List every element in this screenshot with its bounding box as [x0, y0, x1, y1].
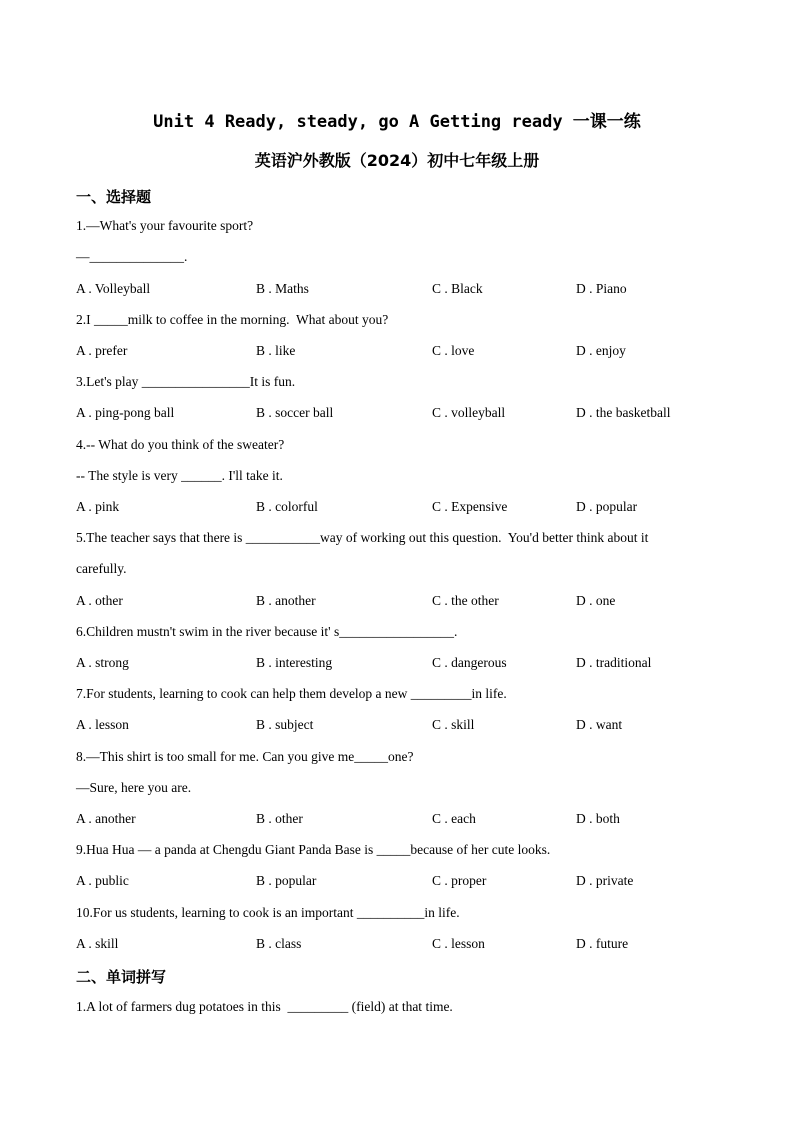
question-stem: 9.Hua Hua — a panda at Chengdu Giant Panda Base is _____because of her cute looks. — [76, 842, 551, 857]
option-a: A . skill — [76, 936, 119, 951]
question-stem: 5.The teacher says that there is ___________way of working out this question. You'd better think about it — [76, 530, 649, 545]
option-c: C . volleyball — [432, 405, 506, 420]
option-d: D . traditional — [576, 655, 652, 670]
question-stem: 4.-- What do you think of the sweater? — [76, 437, 285, 452]
option-c: C . each — [432, 811, 476, 826]
option-b: B . colorful — [256, 499, 318, 514]
option-a: A . strong — [76, 655, 129, 670]
option-b: B . like — [256, 343, 296, 358]
option-a: A . pink — [76, 499, 120, 514]
option-c: C . Expensive — [432, 499, 508, 514]
option-d: D . both — [576, 811, 620, 826]
question-stem: 2.I _____milk to coffee in the morning. What about you? — [76, 312, 389, 327]
question-stem: carefully. — [76, 561, 127, 576]
option-a: A . prefer — [76, 343, 128, 358]
option-a: A . ping-pong ball — [76, 405, 175, 420]
question-stem: 3.Let's play ________________It is fun. — [76, 374, 296, 389]
option-c: C . love — [432, 343, 475, 358]
question-stem: 7.For students, learning to cook can help them develop a new _________in life. — [76, 686, 507, 701]
option-a: A . public — [76, 873, 129, 888]
option-c: C . Black — [432, 281, 483, 296]
option-d: D . future — [576, 936, 629, 951]
option-a: A . Volleyball — [76, 281, 151, 296]
option-a: A . another — [76, 811, 136, 826]
option-b: B . other — [256, 811, 303, 826]
page-subtitle: 英语沪外教版（2024）初中七年级上册 — [254, 151, 540, 170]
option-c: C . lesson — [432, 936, 485, 951]
question-stem: 1.—What's your favourite sport? — [76, 218, 254, 233]
option-c: C . the other — [432, 593, 499, 608]
section-heading-spelling: 二、单词拼写 — [76, 968, 167, 986]
option-d: D . popular — [576, 499, 638, 514]
option-d: D . private — [576, 873, 634, 888]
option-b: B . Maths — [256, 281, 309, 296]
spelling-question: 1.A lot of farmers dug potatoes in this _________ (field) at that time. — [76, 999, 453, 1014]
option-c: C . proper — [432, 873, 487, 888]
option-b: B . interesting — [256, 655, 333, 670]
question-stem: —Sure, here you are. — [76, 780, 192, 795]
option-d: D . one — [576, 593, 616, 608]
option-c: C . dangerous — [432, 655, 507, 670]
option-b: B . popular — [256, 873, 317, 888]
question-stem: -- The style is very ______. I'll take it. — [76, 468, 283, 483]
question-stem: 10.For us students, learning to cook is an important __________in life. — [76, 905, 460, 920]
question-stem: 8.—This shirt is too small for me. Can you give me_____one? — [76, 749, 414, 764]
option-a: A . other — [76, 593, 123, 608]
option-d: D . Piano — [576, 281, 627, 296]
question-stem: —______________. — [76, 249, 188, 264]
option-a: A . lesson — [76, 717, 129, 732]
option-b: B . another — [256, 593, 316, 608]
question-stem: 6.Children mustn't swim in the river because it' s_________________. — [76, 624, 458, 639]
option-b: B . class — [256, 936, 302, 951]
page-title: Unit 4 Ready, steady, go A Getting ready 一课一练 — [153, 112, 641, 132]
option-c: C . skill — [432, 717, 475, 732]
option-d: D . enjoy — [576, 343, 626, 358]
option-d: D . want — [576, 717, 623, 732]
section-heading-choice: 一、选择题 — [76, 188, 152, 206]
option-b: B . soccer ball — [256, 405, 334, 420]
option-d: D . the basketball — [576, 405, 671, 420]
option-b: B . subject — [256, 717, 314, 732]
